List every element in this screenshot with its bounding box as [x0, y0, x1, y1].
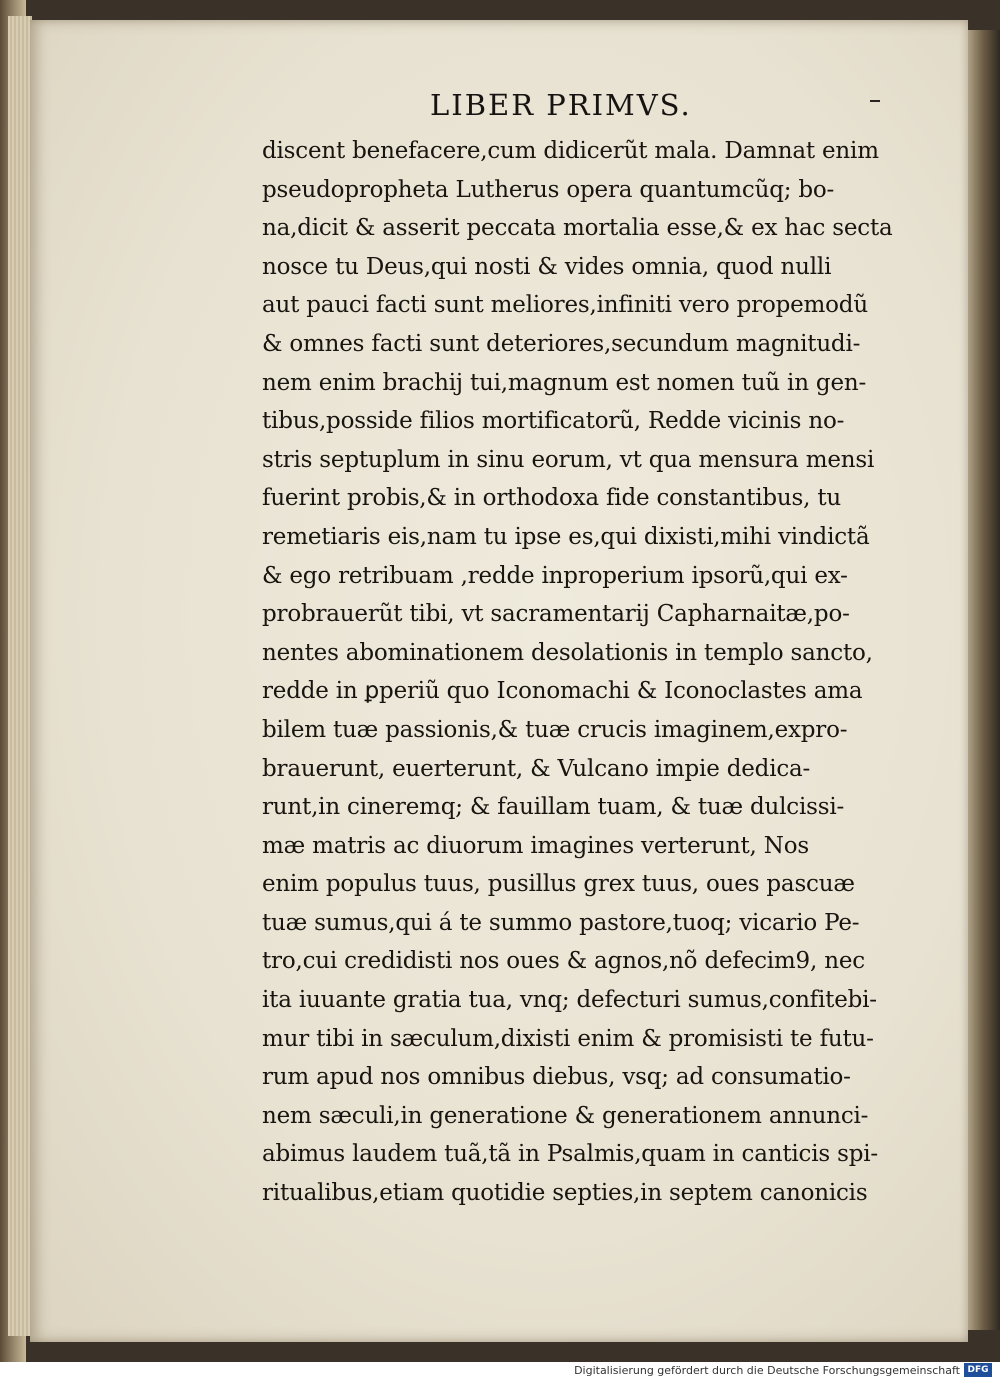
text-line: probrauerũt tibi, vt sacramentarij Capharnaitæ,po- — [262, 601, 850, 628]
text-line: brauerunt, euerterunt, & Vulcano impie dedica- — [262, 755, 811, 782]
text-line: nem enim brachij tui,magnum est nomen tuũ in gen- — [262, 369, 867, 396]
text-line: tro,cui credidisti nos oues & agnos,nõ defecim9, nec — [262, 948, 865, 975]
text-line: tibus,posside filios mortificatorũ, Redde vicinis no- — [262, 408, 845, 435]
text-line: mæ matris ac diuorum imagines verterunt, Nos — [262, 832, 809, 859]
text-line: runt,in cineremq; & fauillam tuam, & tuæ dulcissi- — [262, 794, 845, 821]
text-line: aut pauci facti sunt meliores,infiniti vero propemodũ — [262, 292, 868, 319]
text-line: & omnes facti sunt deteriores,secundum magnitudi- — [262, 330, 861, 357]
text-line: bilem tuæ passionis,& tuæ crucis imaginem,expro- — [262, 716, 848, 743]
digitization-credit: Digitalisierung gefördert durch die Deutsche Forschungsgemeinschaft — [574, 1364, 960, 1377]
text-line: na,dicit & asserit peccata mortalia esse,& ex hac secta — [262, 215, 893, 242]
text-line: discent benefacere,cum didicerũt mala. Damnat enim — [262, 138, 879, 164]
text-line: tuæ sumus,qui á te summo pastore,tuoq; vicario Pe- — [262, 909, 860, 936]
text-line: remetiaris eis,nam tu ipse es,qui dixisti,mihi vindictã — [262, 523, 870, 550]
text-line: abimus laudem tuã,tã in Psalmis,quam in canticis spi- — [262, 1141, 878, 1168]
text-line: nosce tu Deus,qui nosti & vides omnia, quod nulli — [262, 253, 832, 280]
text-line: nentes abominationem desolationis in templo sancto, — [262, 639, 873, 666]
text-line: fuerint probis,& in orthodoxa fide constantibus, tu — [262, 485, 842, 512]
dfg-logo: DFG — [964, 1363, 992, 1377]
head-mark — [870, 100, 880, 102]
page-text-block — [262, 132, 912, 1213]
page-stack-edge — [8, 16, 32, 1336]
text-line: pseudopropheta Lutherus opera quantumcũq; bo- — [262, 176, 835, 203]
text-line: ita iuuante gratia tua, vnq; defecturi sumus,confitebi- — [262, 987, 877, 1014]
text-line: mur tibi in sæculum,dixisti enim & promisisti te futu- — [262, 1025, 874, 1052]
text-line: ritualibus,etiam quotidie septies,in septem canonicis — [262, 1180, 868, 1207]
text-line: nem sæculi,in generatione & generationem annunci- — [262, 1102, 869, 1129]
text-line: redde in ꝑperiũ quo Iconomachi & Iconoclastes ama — [262, 678, 863, 705]
text-line: enim populus tuus, pusillus grex tuus, oues pascuæ — [262, 871, 855, 898]
facing-page-edge — [966, 30, 1000, 1330]
running-head: LIBER PRIMVS. — [430, 88, 692, 122]
text-line: stris septuplum in sinu eorum, vt qua mensura mensi — [262, 446, 875, 473]
text-line: rum apud nos omnibus diebus, vsq; ad consumatio- — [262, 1064, 851, 1091]
text-line: & ego retribuam ,redde inproperium ipsorũ,qui ex- — [262, 562, 848, 589]
